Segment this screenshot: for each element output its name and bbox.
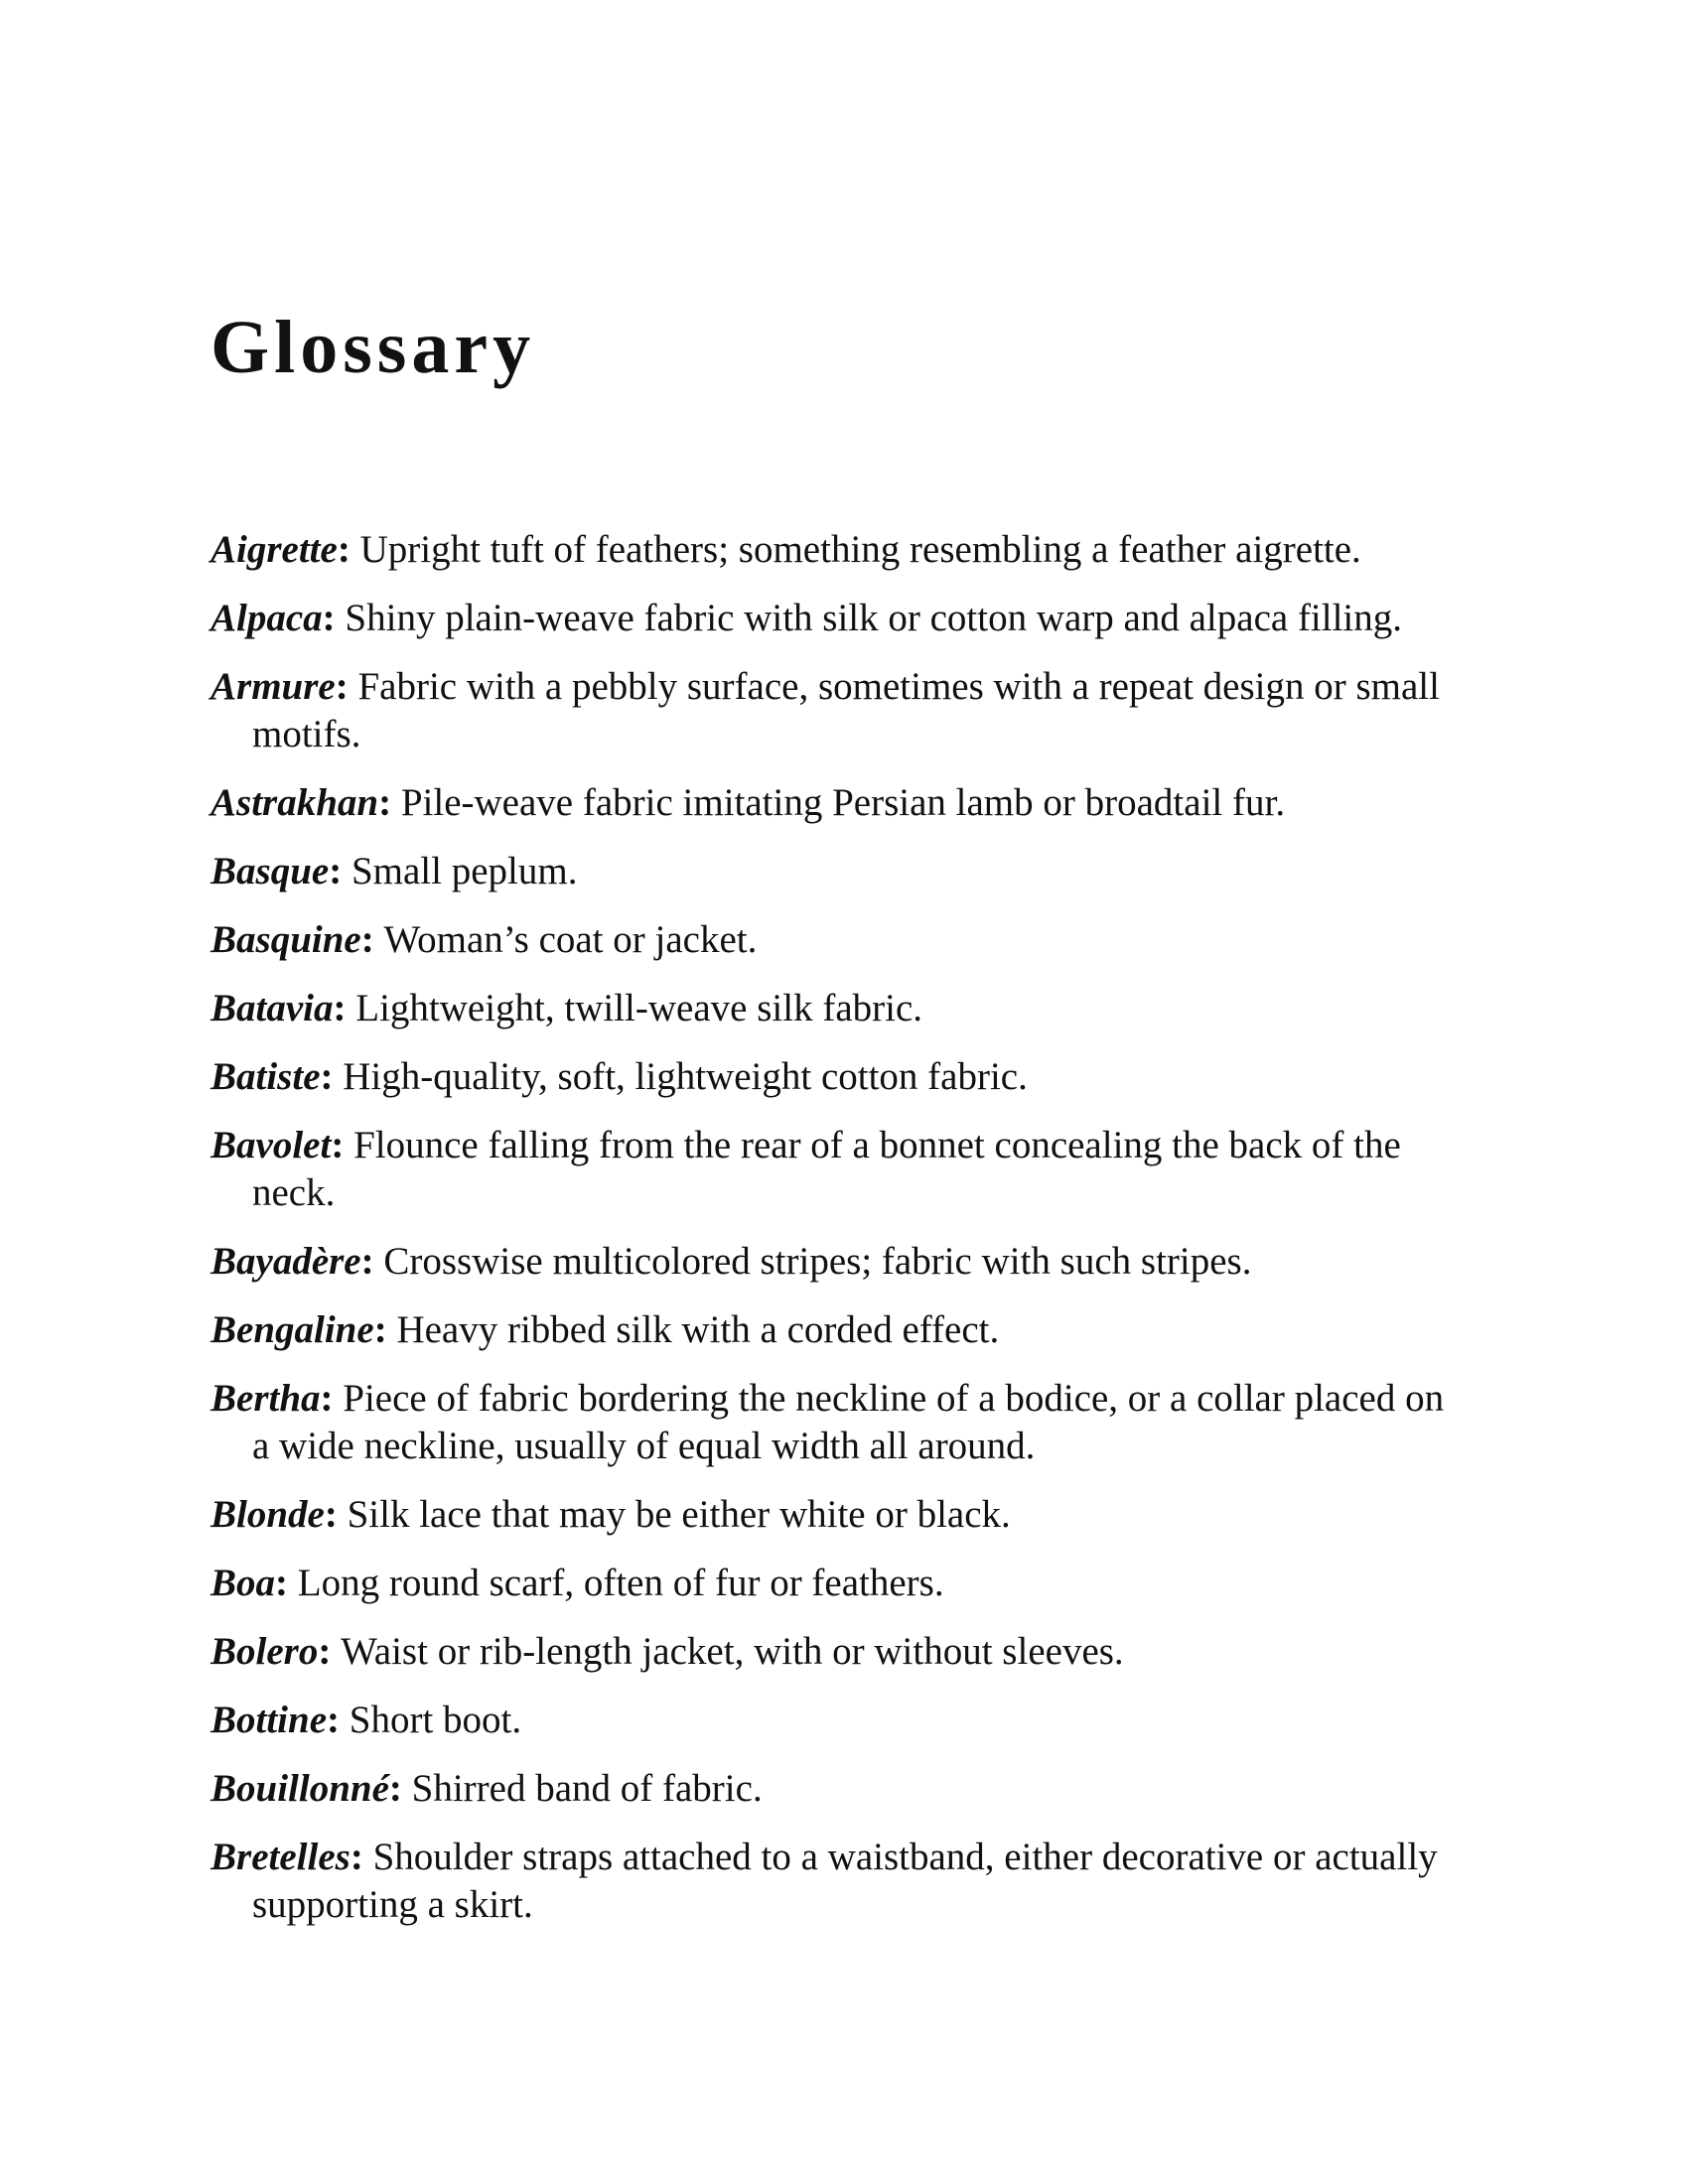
glossary-definition: Lightweight, twill-weave silk fabric. bbox=[355, 987, 923, 1029]
glossary-definition: Shiny plain-weave fabric with silk or cotton warp and alpaca filling. bbox=[345, 597, 1403, 639]
glossary-definition: Pile-weave fabric imitating Persian lamb or broadtail fur. bbox=[400, 781, 1286, 824]
glossary-term: Blonde bbox=[211, 1493, 325, 1536]
glossary-term: Bouillonné bbox=[211, 1767, 389, 1810]
glossary-definition: Fabric with a pebbly surface, sometimes with a repeat design or small motifs. bbox=[252, 665, 1440, 755]
glossary-list bbox=[211, 526, 1462, 1950]
glossary-definition: Short boot. bbox=[349, 1699, 522, 1741]
glossary-term: Aigrette bbox=[211, 528, 338, 571]
glossary-definition: Woman’s coat or jacket. bbox=[383, 918, 758, 961]
glossary-entry: Basquine: Woman’s coat or jacket. bbox=[211, 918, 758, 961]
glossary-definition: Crosswise multicolored stripes; fabric with such stripes. bbox=[383, 1240, 1252, 1283]
glossary-term: Basquine bbox=[211, 918, 361, 961]
glossary-term: Alpaca bbox=[211, 597, 323, 639]
glossary-entry: Bertha: Piece of fabric bordering the neckline of a bodice, or a collar placed on a wide neckline, usually of equal width all around. bbox=[211, 1377, 1445, 1467]
page-title: Glossary bbox=[211, 306, 536, 389]
glossary-term: Bretelles bbox=[211, 1836, 351, 1878]
glossary-term: Bertha bbox=[211, 1377, 321, 1420]
glossary-definition: Upright tuft of feathers; something resembling a feather aigrette. bbox=[359, 528, 1361, 571]
glossary-entry: Bouillonné: Shirred band of fabric. bbox=[211, 1767, 763, 1810]
glossary-term: Basque bbox=[211, 850, 330, 892]
glossary-term: Bolero bbox=[211, 1630, 319, 1673]
glossary-definition: Shirred band of fabric. bbox=[411, 1767, 763, 1810]
glossary-term: Batavia bbox=[211, 987, 334, 1029]
glossary-entry: Aigrette: Upright tuft of feathers; something resembling a feather aigrette. bbox=[211, 528, 1361, 571]
glossary-entry: Basque: Small peplum. bbox=[211, 850, 578, 892]
glossary-definition: Silk lace that may be either white or black. bbox=[347, 1493, 1011, 1536]
glossary-term: Bavolet bbox=[211, 1124, 332, 1166]
glossary-definition: Long round scarf, often of fur or feathers. bbox=[297, 1562, 944, 1604]
glossary-definition: Waist or rib-length jacket, with or without sleeves. bbox=[341, 1630, 1124, 1673]
glossary-term: Bengaline bbox=[211, 1308, 374, 1351]
glossary-definition: Heavy ribbed silk with a corded effect. bbox=[396, 1308, 1000, 1351]
glossary-term: Batiste bbox=[211, 1055, 321, 1098]
glossary-entry: Boa: Long round scarf, often of fur or feathers. bbox=[211, 1562, 944, 1604]
glossary-definition: Piece of fabric bordering the neckline of a bodice, or a collar placed on a wide neckline, usually of equal width all around. bbox=[252, 1377, 1445, 1467]
glossary-term: Bottine bbox=[211, 1699, 328, 1741]
glossary-entry: Alpaca: Shiny plain-weave fabric with silk or cotton warp and alpaca filling. bbox=[211, 597, 1403, 639]
glossary-entry: Bengaline: Heavy ribbed silk with a corded effect. bbox=[211, 1308, 1000, 1351]
glossary-entry: Batavia: Lightweight, twill-weave silk fabric. bbox=[211, 987, 923, 1029]
glossary-definition: Small peplum. bbox=[351, 850, 578, 892]
glossary-entry: Armure: Fabric with a pebbly surface, sometimes with a repeat design or small motifs. bbox=[211, 665, 1440, 755]
glossary-entry: Bottine: Short boot. bbox=[211, 1699, 522, 1741]
glossary-term: Armure bbox=[211, 665, 336, 708]
glossary-entry: Astrakhan: Pile-weave fabric imitating Persian lamb or broadtail fur. bbox=[211, 781, 1286, 824]
glossary-entry: Blonde: Silk lace that may be either white or black. bbox=[211, 1493, 1011, 1536]
glossary-term: Astrakhan bbox=[211, 781, 379, 824]
glossary-definition: High-quality, soft, lightweight cotton fabric. bbox=[343, 1055, 1028, 1098]
glossary-term: Boa bbox=[211, 1562, 276, 1604]
glossary-entry: Bretelles: Shoulder straps attached to a waistband, either decorative or actually supporting a skirt. bbox=[211, 1836, 1438, 1926]
glossary-entry: Bayadère: Crosswise multicolored stripes; fabric with such stripes. bbox=[211, 1240, 1252, 1283]
glossary-term: Bayadère bbox=[211, 1240, 361, 1283]
glossary-entry: Bolero: Waist or rib-length jacket, with or without sleeves. bbox=[211, 1630, 1124, 1673]
glossary-definition: Shoulder straps attached to a waistband, either decorative or actually supporting a skirt. bbox=[252, 1836, 1438, 1926]
glossary-definition: Flounce falling from the rear of a bonnet concealing the back of the neck. bbox=[252, 1124, 1401, 1214]
glossary-entry: Bavolet: Flounce falling from the rear of a bonnet concealing the back of the neck. bbox=[211, 1124, 1401, 1214]
glossary-entry: Batiste: High-quality, soft, lightweight cotton fabric. bbox=[211, 1055, 1028, 1098]
